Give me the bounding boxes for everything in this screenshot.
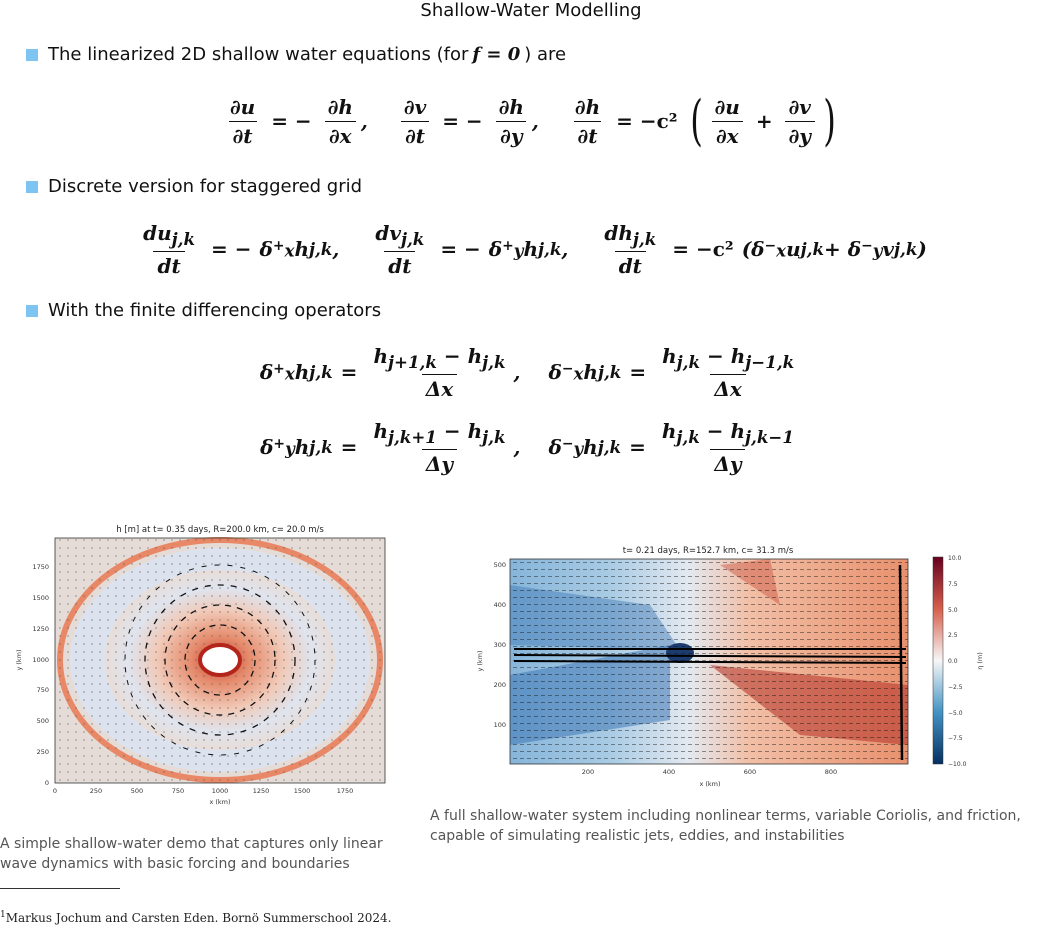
equation-continuous: $\frac{\partial u}{\partial t}$ = − $\frac{\partial h}{\partial x}$ , $\frac{\partial v}{\partial t}$ = − $\frac{\partial h}{\partial y}$ , $\frac{\partial h}{\partial t}$ = −c² ( $\frac{\partial u}{\partial x}$ + $\frac{\partial v}{\partial y}$ ) bbox=[229, 89, 836, 152]
footnote-mark: 1 bbox=[0, 910, 6, 920]
bullet-discrete-version bbox=[26, 176, 362, 197]
bullet-finite-differencing bbox=[26, 300, 381, 321]
figure2-cbar-tick: −7.5 bbox=[948, 735, 963, 742]
figure2-ytick: 400 bbox=[493, 601, 506, 609]
figure1-ylabel: y (km) bbox=[15, 649, 23, 671]
figure2-cbar-tick: 0.0 bbox=[948, 658, 958, 665]
figure1-xtick: 1000 bbox=[211, 787, 229, 795]
figure2-cbar-tick: 7.5 bbox=[948, 581, 958, 588]
bullet-square-icon bbox=[26, 305, 38, 317]
figure1-ytick: 0 bbox=[44, 779, 49, 787]
footnote bbox=[0, 910, 391, 925]
figure1-ytick: 1000 bbox=[32, 656, 49, 664]
figure2-xtick: 400 bbox=[662, 768, 676, 776]
figure2-ytick: 500 bbox=[493, 561, 506, 569]
figure1-title: h [m] at t= 0.35 days, R=200.0 km, c= 20.0 m/s bbox=[116, 525, 324, 535]
figure-linear-demo bbox=[0, 520, 400, 812]
figure2-xlabel: x (km) bbox=[699, 780, 721, 788]
figure1-vortex-core bbox=[200, 645, 240, 675]
figure2-cbar-tick: −2.5 bbox=[948, 684, 963, 691]
figure2-ylabel: y (km) bbox=[476, 650, 484, 672]
bullet-linearized-equations bbox=[26, 44, 566, 65]
figure1-xtick: 1500 bbox=[293, 787, 311, 795]
figure1-xtick: 500 bbox=[130, 787, 144, 795]
equation-discrete: $\frac{du_{j,k}}{dt}$ = − δ +x h j,k , $\frac{dv_{j,k}}{dt}$ = − δ +y h j,k , $\frac{dh_{j,k}}{dt}$ = −c² (δ −x u j,k + δ −y v j,k ) bbox=[143, 220, 927, 278]
figure1-ytick: 1250 bbox=[32, 625, 49, 633]
bullet-text: With the finite differencing operators bbox=[48, 300, 382, 321]
figure1-ytick: 1750 bbox=[32, 563, 49, 571]
figure2-colorbar bbox=[933, 557, 943, 764]
figure1-ytick: 500 bbox=[36, 717, 49, 725]
figure1-xtick: 1250 bbox=[252, 787, 270, 795]
figure1-ytick: 750 bbox=[36, 686, 49, 694]
figure2-ytick: 200 bbox=[493, 681, 506, 689]
figure1-xlabel: x (km) bbox=[209, 798, 231, 806]
figure2-xtick: 200 bbox=[581, 768, 595, 776]
footnote-text: Markus Jochum and Carsten Eden. Bornö Summerschool 2024. bbox=[5, 911, 392, 925]
figure2-cbar-tick: −10.0 bbox=[948, 761, 967, 768]
figure2-cbar-label: η (m) bbox=[976, 652, 984, 670]
figure2-cbar-tick: 5.0 bbox=[948, 607, 958, 614]
figure2-xtick: 800 bbox=[824, 768, 838, 776]
figure2-xtick: 600 bbox=[743, 768, 757, 776]
figure1-xtick: 0 bbox=[52, 787, 58, 795]
equation-operators-y: δ +y h j,k = $\frac{h_{j,k+1} - h_{j,k}}{\Delta y}$ , δ −y h j,k = $\frac{h_{j,k} - h_{j,k-1}}{\Delta y}$ bbox=[260, 418, 794, 476]
figure2-cbar-tick: 2.5 bbox=[948, 632, 958, 639]
bullet-square-icon bbox=[26, 49, 38, 61]
figure-full-system bbox=[470, 545, 1062, 790]
figure2-ytick: 100 bbox=[493, 721, 506, 729]
figure2-cbar-tick: 10.0 bbox=[948, 555, 962, 562]
figure1-ytick: 1500 bbox=[32, 594, 49, 602]
bullet-math: f = 0 bbox=[472, 44, 521, 65]
equation-operators-x: δ +x h j,k = $\frac{h_{j+1,k} - h_{j,k}}{\Delta x}$ , δ −x h j,k = $\frac{h_{j,k} - h_{j-1,k}}{\Delta x}$ bbox=[259, 343, 795, 401]
figure2-caption: A full shallow-water system including nonlinear terms, variable Coriolis, and friction, capable of simulating realistic jets, eddies, and instabilities bbox=[430, 808, 1021, 844]
bullet-text: The linearized 2D shallow water equations (for bbox=[48, 44, 469, 65]
figure1-ytick: 250 bbox=[36, 748, 49, 756]
figure2-title: t= 0.21 days, R=152.7 km, c= 31.3 m/s bbox=[622, 546, 794, 556]
bullet-text-after: ) are bbox=[524, 44, 567, 65]
bullet-square-icon bbox=[26, 181, 38, 193]
bullet-text: Discrete version for staggered grid bbox=[48, 176, 363, 197]
figure2-cbar-tick: −5.0 bbox=[948, 710, 963, 717]
footnote-rule bbox=[0, 888, 120, 889]
figure1-xtick: 1750 bbox=[336, 787, 354, 795]
figure2-ytick: 300 bbox=[493, 641, 506, 649]
page-title: Shallow-Water Modelling bbox=[420, 0, 642, 21]
figure1-xtick: 250 bbox=[89, 787, 103, 795]
figure1-xtick: 750 bbox=[171, 787, 185, 795]
figure1-caption: A simple shallow-water demo that captures only linear wave dynamics with basic forcing and boundaries bbox=[0, 836, 383, 872]
